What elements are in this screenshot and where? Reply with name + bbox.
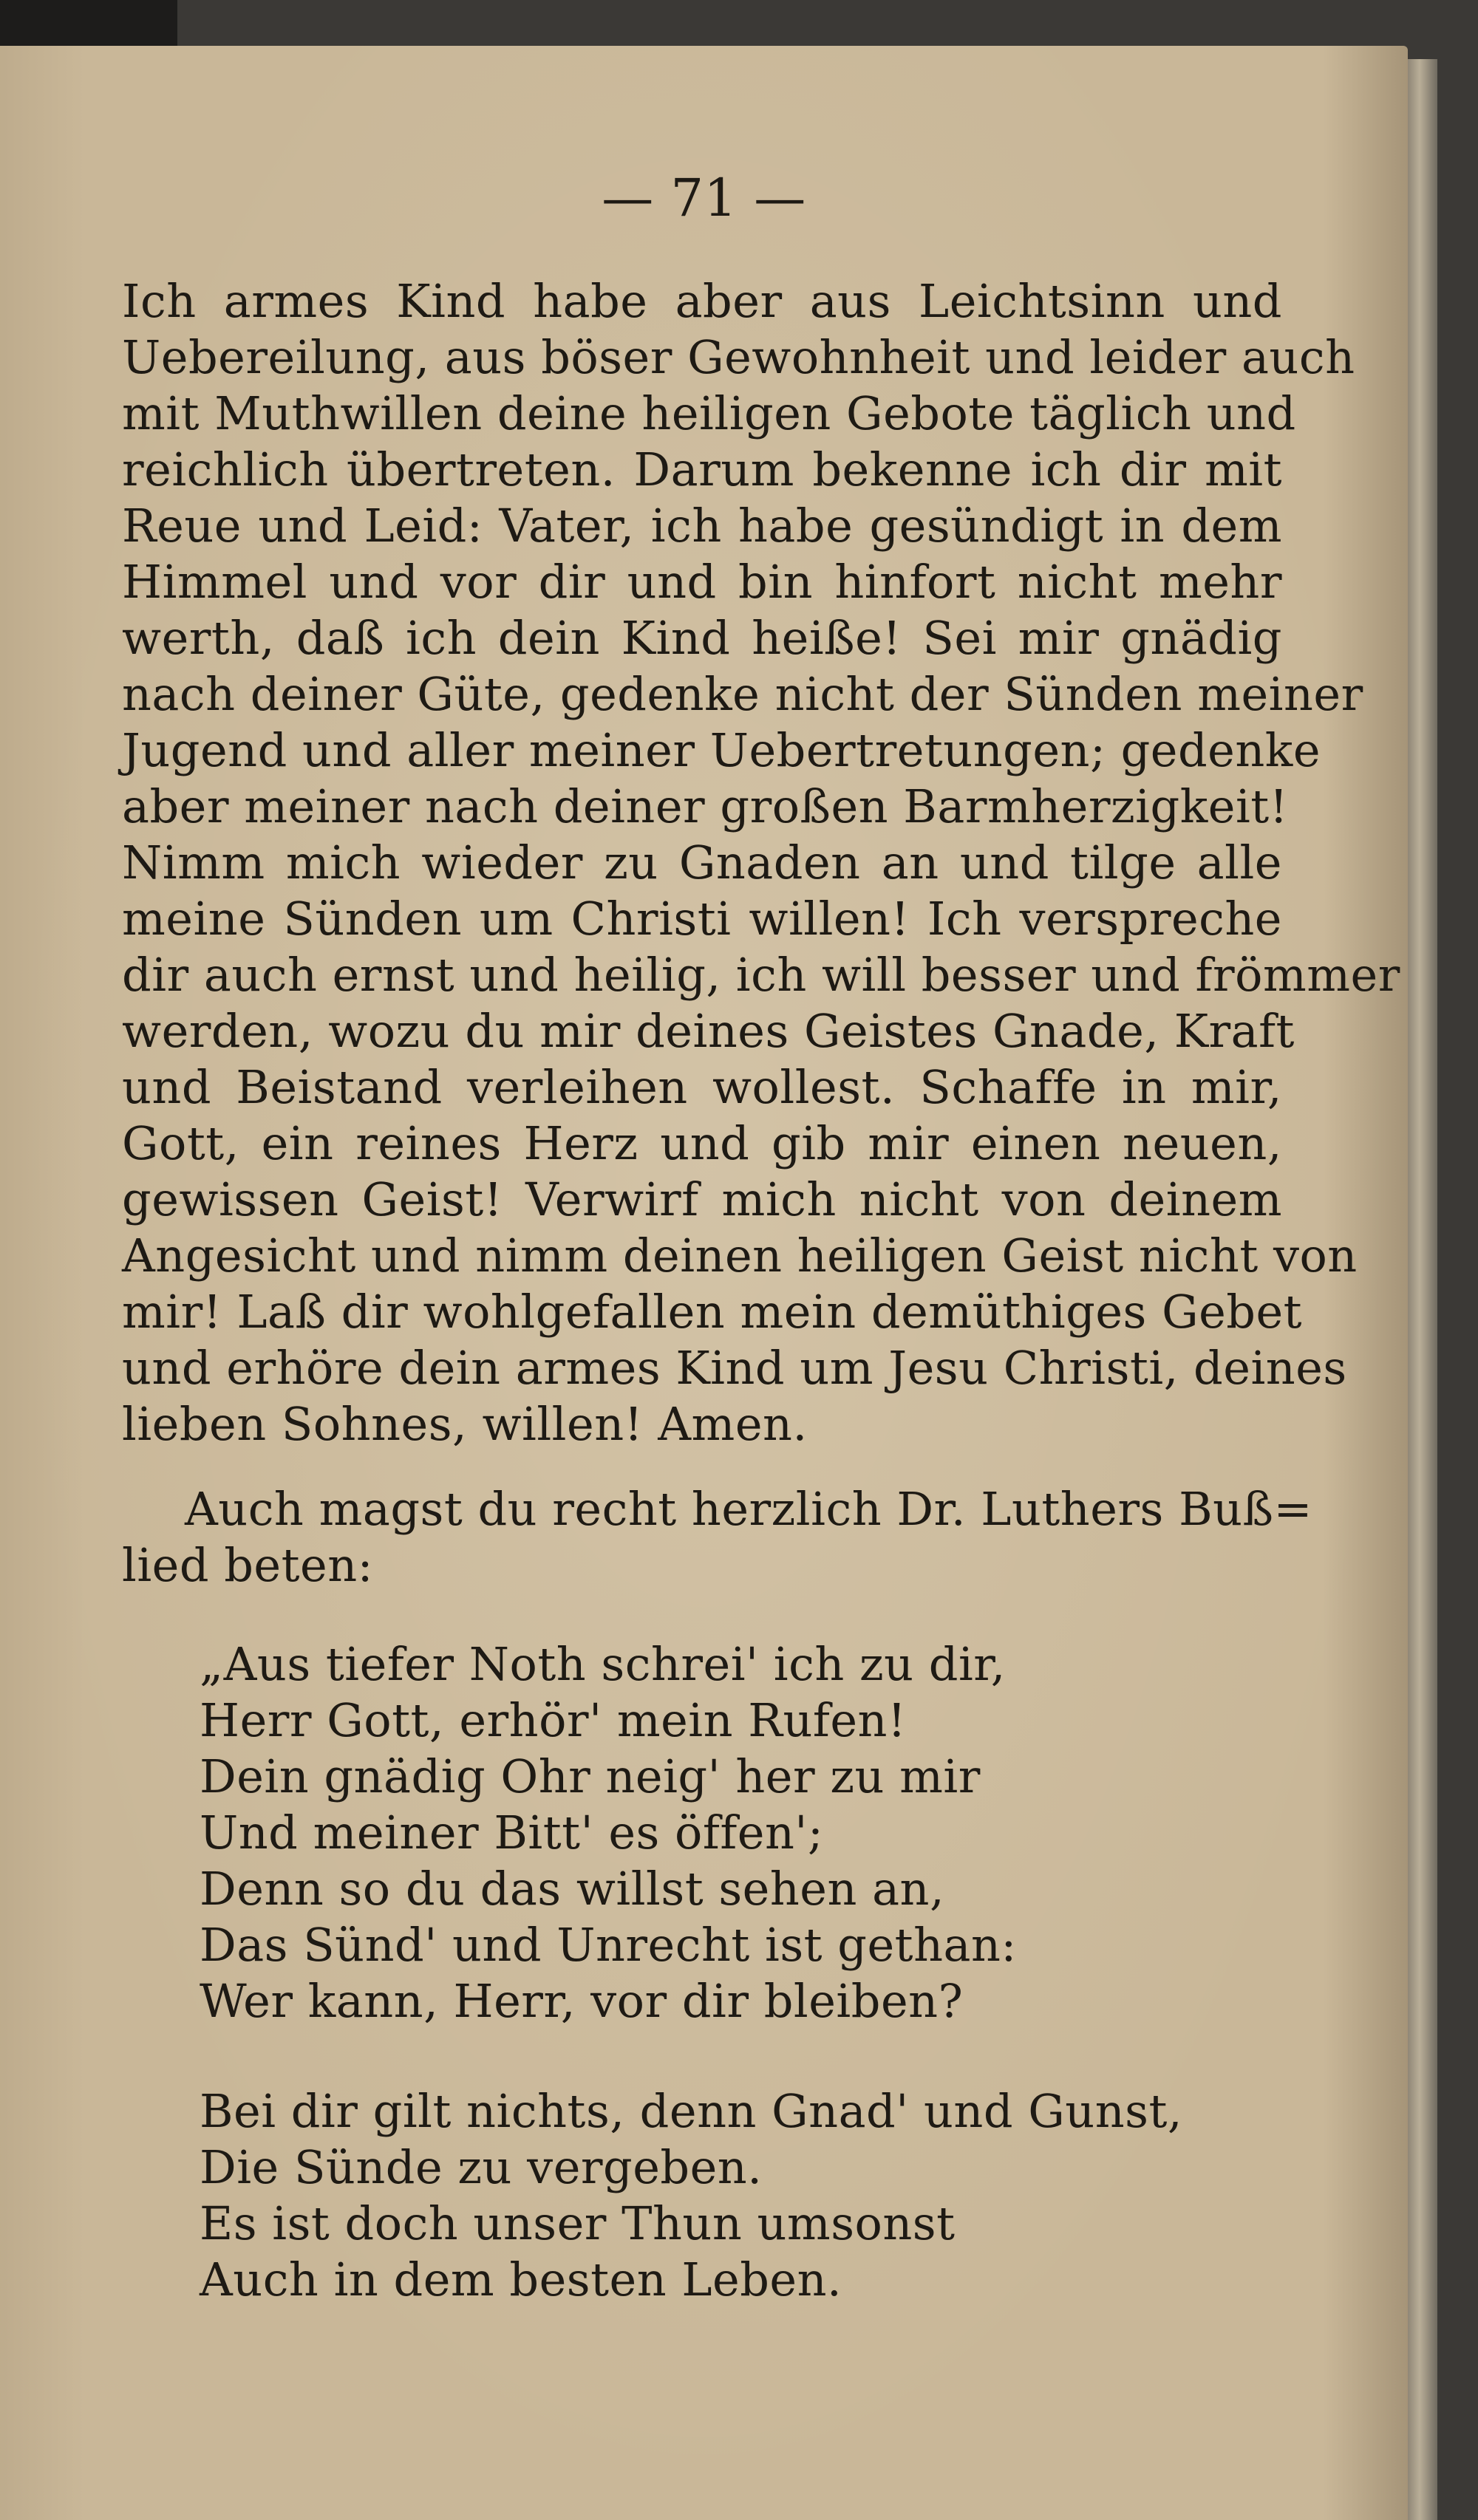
- prayer-line: reichlich übertreten. Darum bekenne ich dir mit: [122, 443, 1282, 496]
- prayer-line: und Beistand verleihen wollest. Schaffe in mir,: [122, 1060, 1282, 1114]
- prayer-line: aber meiner nach deiner großen Barmherzigkeit!: [122, 779, 1289, 833]
- prayer-line: Uebereilung, aus böser Gewohnheit und leider auch: [122, 330, 1355, 384]
- prayer-line: Reue und Leid: Vater, ich habe gesündigt in dem: [122, 499, 1282, 553]
- verse-line: Und meiner Bitt' es öffen';: [200, 1806, 824, 1860]
- prayer-line: Nimm mich wieder zu Gnaden an und tilge alle: [122, 836, 1282, 889]
- prayer-paragraph: [122, 273, 1400, 1452]
- prayer-line: Himmel und vor dir und bin hinfort nicht mehr: [122, 555, 1282, 609]
- intro-line: Auch magst du recht herzlich Dr. Luthers Buß=: [185, 1482, 1312, 1536]
- verse-line: Die Sünde zu vergeben.: [200, 2140, 763, 2194]
- verse-line: Herr Gott, erhör' mein Rufen!: [200, 1693, 907, 1747]
- verse-line: Es ist doch unser Thun umsonst: [200, 2196, 956, 2250]
- prayer-line: Jugend und aller meiner Uebertretungen; gedenke: [122, 723, 1321, 777]
- prayer-line: mir! Laß dir wohlgefallen mein demüthiges Gebet: [122, 1285, 1303, 1339]
- page-edge: [1408, 59, 1437, 2520]
- prayer-line: meine Sünden um Christi willen! Ich verspreche: [122, 892, 1282, 946]
- hymn-stanza-1: [200, 1636, 1308, 2029]
- prayer-line: mit Muthwillen deine heiligen Gebote täglich und: [122, 386, 1296, 440]
- verse-line: Bei dir gilt nichts, denn Gnad' und Gunst,: [200, 2084, 1183, 2138]
- prayer-line: gewissen Geist! Verwirf mich nicht von deinem: [122, 1172, 1282, 1226]
- verse-line: Wer kann, Herr, vor dir bleiben?: [200, 1974, 964, 2028]
- prayer-line: werden, wozu du mir deines Geistes Gnade, Kraft: [122, 1004, 1295, 1058]
- intro-line: lied beten:: [122, 1538, 374, 1592]
- prayer-line: werth, daß ich dein Kind heiße! Sei mir gnädig: [122, 611, 1282, 665]
- page-number: — 71 —: [602, 168, 806, 228]
- prayer-line: dir auch ernst und heilig, ich will besser und frömmer: [122, 948, 1400, 1002]
- prayer-line: Gott, ein reines Herz und gib mir einen neuen,: [122, 1116, 1282, 1170]
- verse-line: Auch in dem besten Leben.: [200, 2253, 842, 2306]
- prayer-line: Angesicht und nimm deinen heiligen Geist nicht von: [122, 1229, 1358, 1283]
- verse-line: Das Sünd' und Unrecht ist gethan:: [200, 1918, 1017, 1972]
- verse-line: „Aus tiefer Noth schrei' ich zu dir,: [200, 1637, 1006, 1691]
- prayer-line: nach deiner Güte, gedenke nicht der Sünden meiner: [122, 667, 1363, 721]
- prayer-line: und erhöre dein armes Kind um Jesu Christi, deines: [122, 1341, 1347, 1395]
- prayer-line: lieben Sohnes, willen! Amen.: [122, 1397, 808, 1451]
- intro-paragraph: [122, 1481, 1312, 1594]
- verse-line: Denn so du das willst sehen an,: [200, 1862, 945, 1916]
- prayer-line: Ich armes Kind habe aber aus Leichtsinn und: [122, 274, 1282, 328]
- verse-line: Dein gnädig Ohr neig' her zu mir: [200, 1749, 981, 1803]
- hymn-stanza-2: [200, 2083, 1308, 2308]
